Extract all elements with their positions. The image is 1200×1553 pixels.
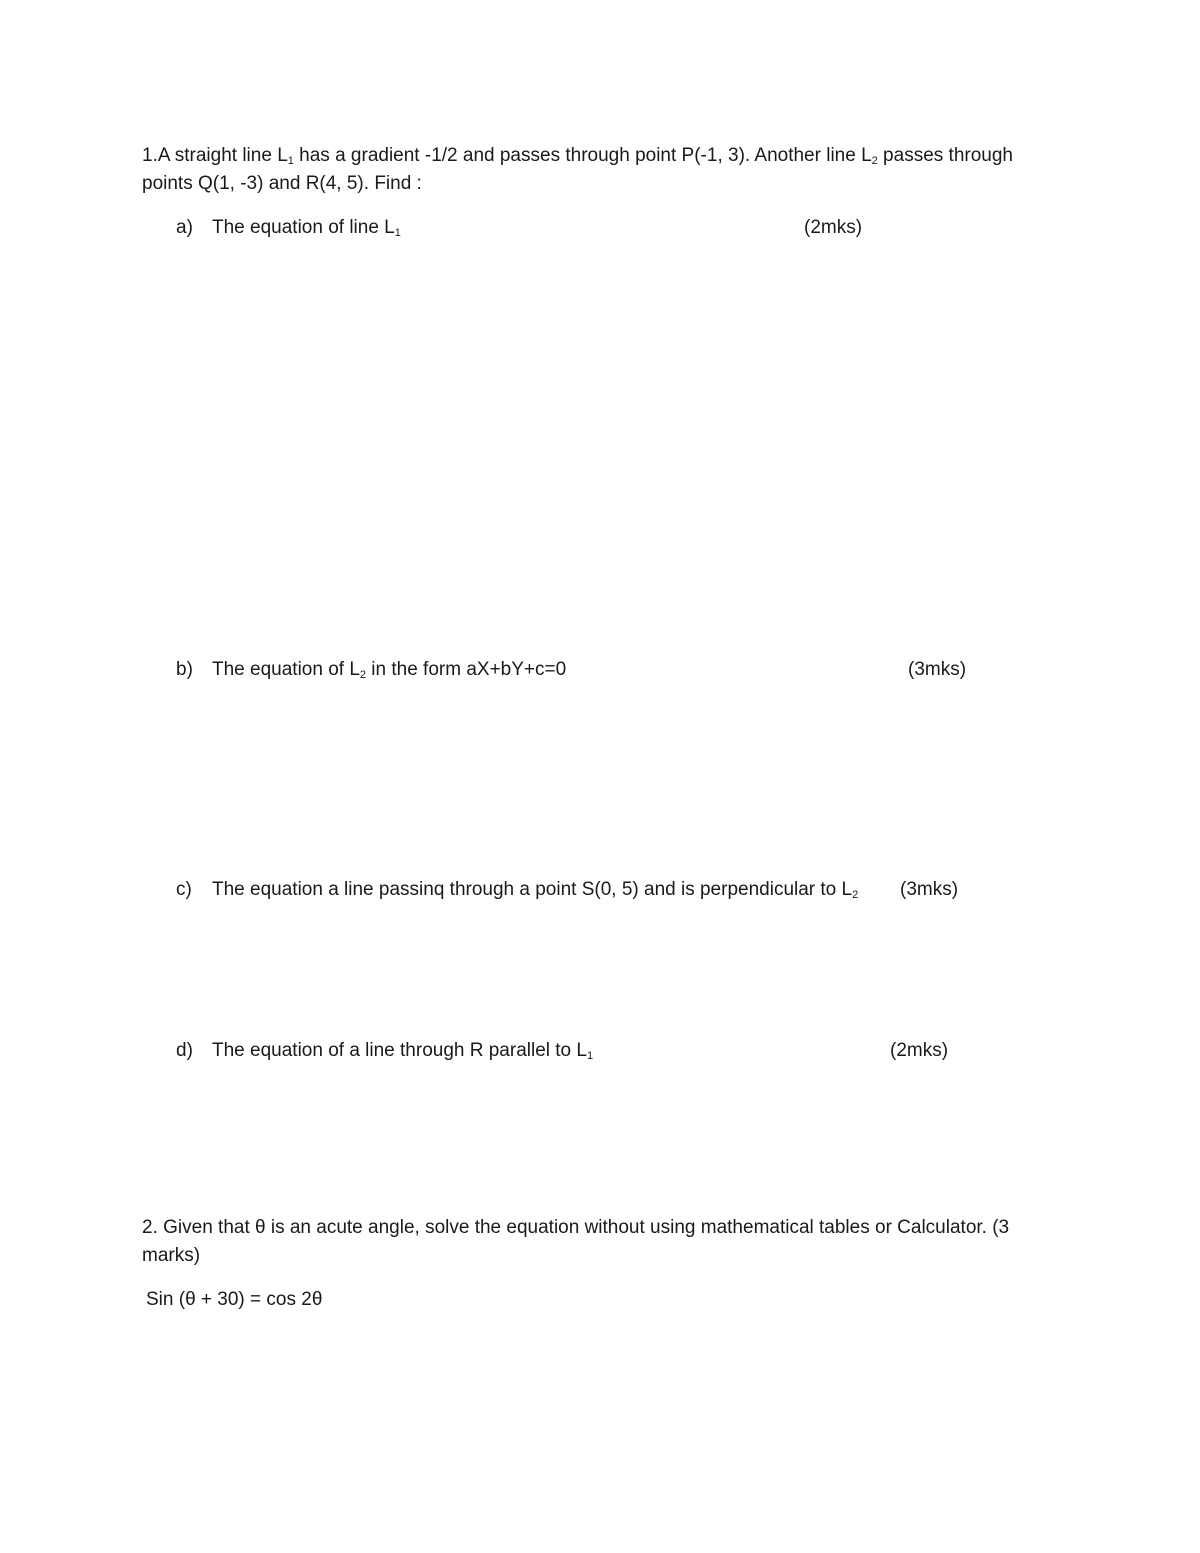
q1a-label: a)	[176, 217, 193, 238]
q1-intro-part3: passes through	[877, 145, 1013, 166]
q1b-text-sub: 2	[359, 669, 367, 681]
q1-intro-line2: points Q(1, -3) and R(4, 5). Find :	[142, 173, 422, 194]
q1d-label: d)	[176, 1040, 193, 1061]
q1c-text-sub: 2	[852, 889, 859, 901]
q1b-text	[212, 658, 566, 682]
q2-equation: Sin (θ + 30) = cos 2θ	[146, 1289, 323, 1310]
q1c-label: c)	[176, 879, 192, 900]
q1-intro-part2: has a gradient -1/2 and passes through point P(-1, 3). Another line L	[293, 145, 872, 166]
q1d-text-sub: 1	[586, 1050, 594, 1062]
q1-intro-part1: 1.A straight line L	[142, 145, 288, 166]
q1-intro-sub2: 2	[871, 155, 878, 167]
q2-line2: marks)	[142, 1245, 201, 1266]
q1-intro-line1	[142, 144, 1013, 168]
q1b-label: b)	[176, 659, 193, 680]
q1d-marks: (2mks)	[890, 1040, 949, 1061]
q1a-text-main: The equation of line L	[212, 217, 395, 238]
q1b-text-after: in the form aX+bY+c=0	[366, 659, 567, 680]
q1a-text-sub: 1	[394, 227, 401, 239]
q1a-marks: (2mks)	[804, 217, 863, 238]
q1-intro-sub1: 1	[287, 155, 294, 167]
q1a-text	[212, 216, 401, 240]
q1c-marks: (3mks)	[900, 879, 959, 900]
q1c-text-main: The equation a line passinq through a point S(0, 5) and is perpendicular to L	[212, 879, 853, 900]
q1b-marks: (3mks)	[908, 659, 967, 680]
q2-line1: 2. Given that θ is an acute angle, solve the equation without using mathematical tables or Calculator. (3	[142, 1217, 1010, 1238]
q1b-text-main: The equation of L	[212, 659, 360, 680]
q1d-text-main: The equation of a line through R parallel to L	[212, 1040, 587, 1061]
q1c-text	[212, 878, 858, 902]
q1d-text	[212, 1039, 593, 1063]
